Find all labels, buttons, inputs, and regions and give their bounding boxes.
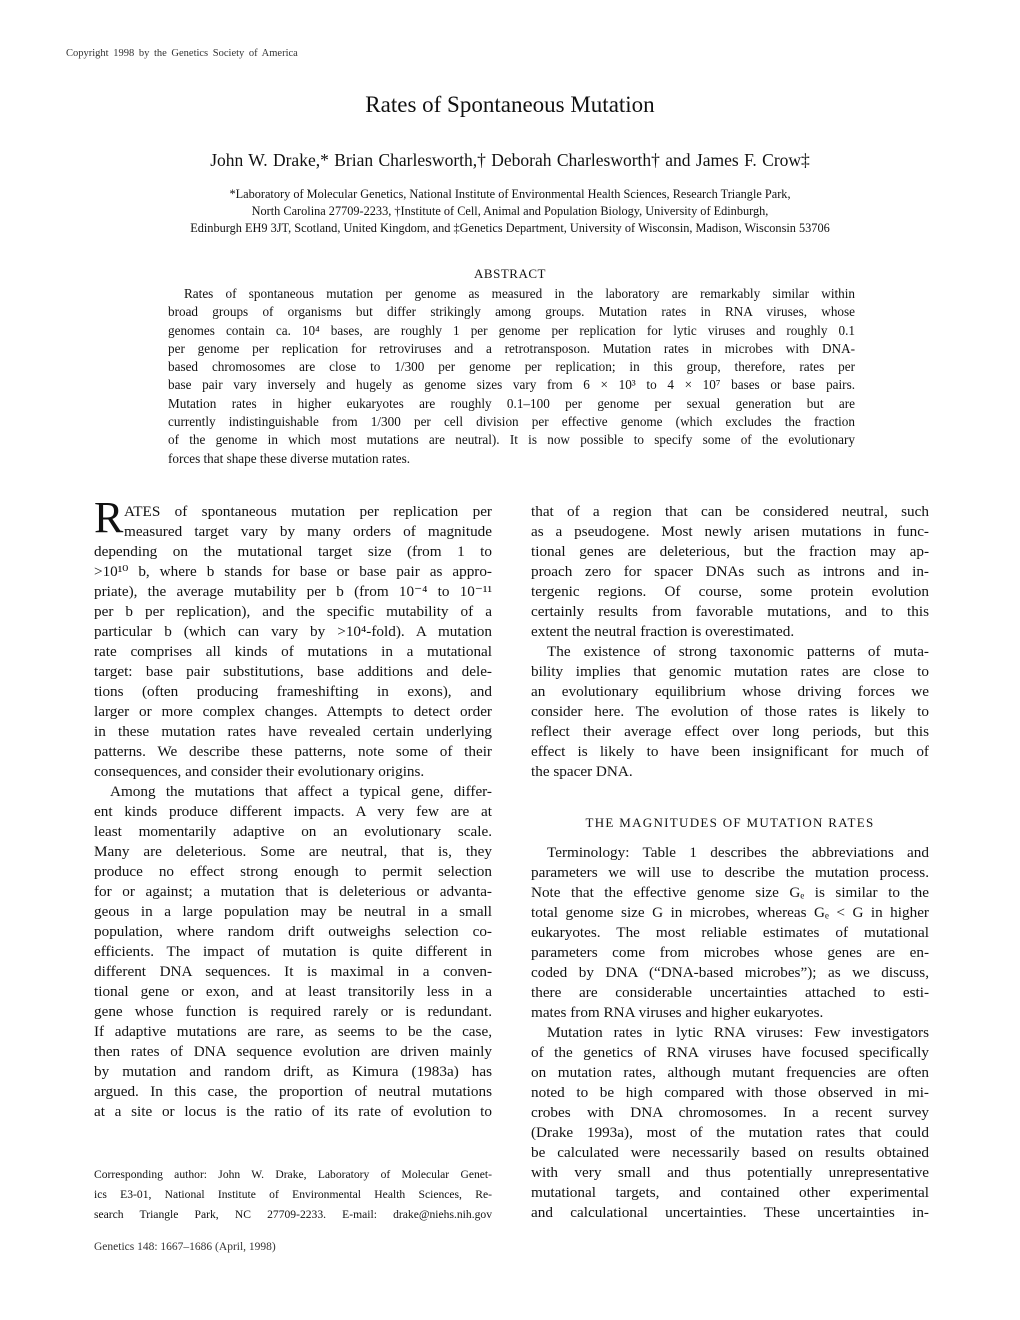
- text-line: ent kinds produce different impacts. A very few are at: [94, 803, 492, 820]
- text-line: Rates of spontaneous mutation per genome as measured in the laboratory are remarkably similar within: [184, 286, 855, 301]
- text-line: Mutation rates in lytic RNA viruses: Few investigators: [547, 1024, 929, 1041]
- text-line: on mutation rates, although mutant frequencies are often: [531, 1064, 929, 1081]
- text-line: parameters come from microbes whose genes are en-: [531, 944, 929, 961]
- text-line: Note that the effective genome size Gₑ is similar to the: [531, 884, 929, 901]
- abstract-body: [168, 285, 855, 468]
- affiliation-line: *Laboratory of Molecular Genetics, National Institute of Environmental Health Sciences, Research Triangle Park,: [229, 187, 791, 201]
- text-line: mutational targets, and contained other experimental: [531, 1184, 929, 1201]
- right-column-section: [531, 843, 929, 1223]
- text-line: (Drake 1993a), most of the mutation rates that could: [531, 1124, 929, 1141]
- text-line: ATES of spontaneous mutation per replication per: [124, 503, 492, 520]
- text-line: based chromosomes are close to 1/300 per genome per replication; in this group, therefore, rates per: [168, 359, 855, 375]
- text-line: there are considerable uncertainties attached to esti-: [531, 984, 929, 1001]
- text-line: >10¹⁰ b, where b stands for base or base pair as appro-: [94, 563, 492, 580]
- text-line: at a site or locus is the ratio of its rate of evolution to: [94, 1103, 492, 1120]
- text-line: base pair vary inversely and hugely as genome sizes vary from 6 × 10³ to 4 × 10⁷ bases or base pairs.: [168, 377, 855, 393]
- text-line: patterns. We describe these patterns, note some of their: [94, 743, 492, 760]
- text-line: least momentarily adaptive on an evolutionary scale.: [94, 823, 492, 840]
- left-column: [94, 502, 492, 1122]
- affiliations: [0, 186, 1020, 237]
- text-line: that of a region that can be considered neutral, such: [531, 503, 929, 520]
- text-line: consequences, and consider their evolutionary origins.: [94, 763, 425, 780]
- text-line: certainly results from favorable mutations, and to this: [531, 603, 929, 620]
- text-line: effect is likely to have been insignificant for much of: [531, 743, 929, 760]
- text-line: forces that shape these diverse mutation rates.: [168, 450, 411, 466]
- text-line: in these mutation rates have revealed certain underlying: [94, 723, 492, 740]
- drop-cap: R: [94, 493, 124, 542]
- text-line: rate comprises all kinds of mutations in a mutational: [94, 643, 492, 660]
- text-line: The existence of strong taxonomic patterns of muta-: [547, 643, 929, 660]
- text-line: and calculational uncertainties. These uncertainties in-: [531, 1204, 929, 1221]
- text-line: mates from RNA viruses and higher eukaryotes.: [531, 1004, 824, 1021]
- text-line: an evolutionary equilibrium whose driving forces we: [531, 683, 929, 700]
- text-line: per b per replication), and the specific mutability of a: [94, 603, 492, 620]
- text-line: per genome per replication for retroviruses and a retrotransposon. Mutation rates in microbes with DNA-: [168, 340, 855, 356]
- text-line: tional gene or exon, and at least transitorily less in a: [94, 983, 492, 1000]
- text-line: depending on the mutational target size (from 1 to: [94, 543, 492, 560]
- abstract-heading: ABSTRACT: [474, 266, 546, 281]
- text-line: then rates of DNA sequence evolution are driven mainly: [94, 1043, 492, 1060]
- text-line: bility implies that genomic mutation rates are close to: [531, 663, 929, 680]
- text-line: tergenic regions. Of course, some protein evolution: [531, 583, 929, 600]
- footnote-line: Corresponding author: John W. Drake, Laboratory of Molecular Genet-: [94, 1168, 492, 1181]
- text-line: tional genes are deleterious, but the fraction may ap-: [531, 543, 929, 560]
- text-line: broad groups of organisms but differ strikingly among groups. Mutation rates in RNA viruses, whose: [168, 304, 855, 320]
- text-line: Many are deleterious. Some are neutral, that is, they: [94, 843, 492, 860]
- text-line: gene whose function is required rarely or is redundant.: [94, 1003, 492, 1020]
- text-line: Terminology: Table 1 describes the abbreviations and: [547, 844, 929, 861]
- text-line: If adaptive mutations are rare, as seems to be the case,: [94, 1023, 492, 1040]
- text-line: consider here. The evolution of those rates is likely to: [531, 703, 929, 720]
- text-line: reflect their average effect over long periods, but this: [531, 723, 929, 740]
- text-line: produce no effect strong enough to permit selection: [94, 863, 492, 880]
- text-line: for or against; a mutation that is deleterious or advanta-: [94, 883, 492, 900]
- text-line: crobes with DNA chromosomes. In a recent survey: [531, 1104, 929, 1121]
- text-line: proach zero for spacer DNAs such as introns and in-: [531, 563, 929, 580]
- text-line: genomes contain ca. 10⁴ bases, are roughly 1 per genome per replication for lytic viruses and roughly 0.1: [168, 322, 855, 338]
- author-list: John W. Drake,* Brian Charlesworth,† Deborah Charlesworth† and James F. Crow‡: [210, 150, 810, 170]
- text-line: of the genome in which most mutations are neutral). It is now possible to specify some of the evolutionary: [168, 432, 855, 448]
- journal-citation: Genetics 148: 1667–1686 (April, 1998): [94, 1241, 276, 1253]
- section-heading: THE MAGNITUDES OF MUTATION RATES: [585, 815, 875, 830]
- corresponding-author-footnote: [94, 1166, 492, 1226]
- text-line: by mutation and random drift, as Kimura (1983a) has: [94, 1063, 492, 1080]
- text-line: noted to be high compared with those observed in mi-: [531, 1084, 929, 1101]
- text-line: Mutation rates in higher eukaryotes are roughly 0.1–100 per genome per sexual generation but are: [168, 395, 855, 411]
- text-line: particular b (which can vary by >10⁴-fold). A mutation: [94, 623, 492, 640]
- text-line: total genome size G in microbes, whereas Gₑ < G in higher: [531, 904, 929, 921]
- text-line: measured target vary by many orders of magnitude: [124, 523, 492, 540]
- copyright-notice: Copyright 1998 by the Genetics Society of America: [66, 48, 298, 59]
- paper-title: Rates of Spontaneous Mutation: [365, 92, 655, 117]
- footnote-line: search Triangle Park, NC 27709-2233. E-mail: drake@niehs.nih.gov: [94, 1208, 492, 1221]
- text-line: eukaryotes. The most reliable estimates of mutational: [531, 924, 929, 941]
- text-line: coded by DNA (“DNA-based microbes”); as we discuss,: [531, 964, 929, 981]
- text-line: population, where random drift outweighs selection co-: [94, 923, 492, 940]
- text-line: priate), the average mutability per b (from 10⁻⁴ to 10⁻¹¹: [94, 583, 492, 600]
- text-line: of the genetics of RNA viruses have focused specifically: [531, 1044, 929, 1061]
- affiliation-line: North Carolina 27709-2233, †Institute of Cell, Animal and Population Biology, University of Edinburgh,: [251, 204, 769, 218]
- text-line: as a pseudogene. Most newly arisen mutations in func-: [531, 523, 929, 540]
- text-line: different DNA sequences. It is maximal in a conven-: [94, 963, 492, 980]
- text-line: Among the mutations that affect a typical gene, differ-: [110, 783, 492, 800]
- affiliation-line: Edinburgh EH9 3JT, Scotland, United Kingdom, and ‡Genetics Department, University of Wisconsin, Madison, Wisconsin 53706: [190, 221, 830, 235]
- text-line: target: base pair substitutions, base additions and dele-: [94, 663, 492, 680]
- text-line: argued. In this case, the proportion of neutral mutations: [94, 1083, 492, 1100]
- text-line: be calculated were necessarily based on results obtained: [531, 1144, 929, 1161]
- text-line: with very small and thus potentially unrepresentative: [531, 1164, 929, 1181]
- text-line: geous in a large population may be neutral in a small: [94, 903, 492, 920]
- text-line: larger or more complex changes. Attempts to detect order: [94, 703, 492, 720]
- text-line: tions (often producing frameshifting in exons), and: [94, 683, 492, 700]
- text-line: extent the neutral fraction is overestimated.: [531, 623, 795, 640]
- text-line: parameters we will use to describe the mutation process.: [531, 864, 929, 881]
- right-column: [531, 502, 929, 782]
- text-line: the spacer DNA.: [531, 763, 633, 780]
- footnote-line: ics E3-01, National Institute of Environmental Health Sciences, Re-: [94, 1188, 492, 1201]
- text-line: efficients. The impact of mutation is quite different in: [94, 943, 492, 960]
- text-line: currently indistinguishable from 1/300 per cell division per effective genome (which excludes the fraction: [168, 414, 855, 430]
